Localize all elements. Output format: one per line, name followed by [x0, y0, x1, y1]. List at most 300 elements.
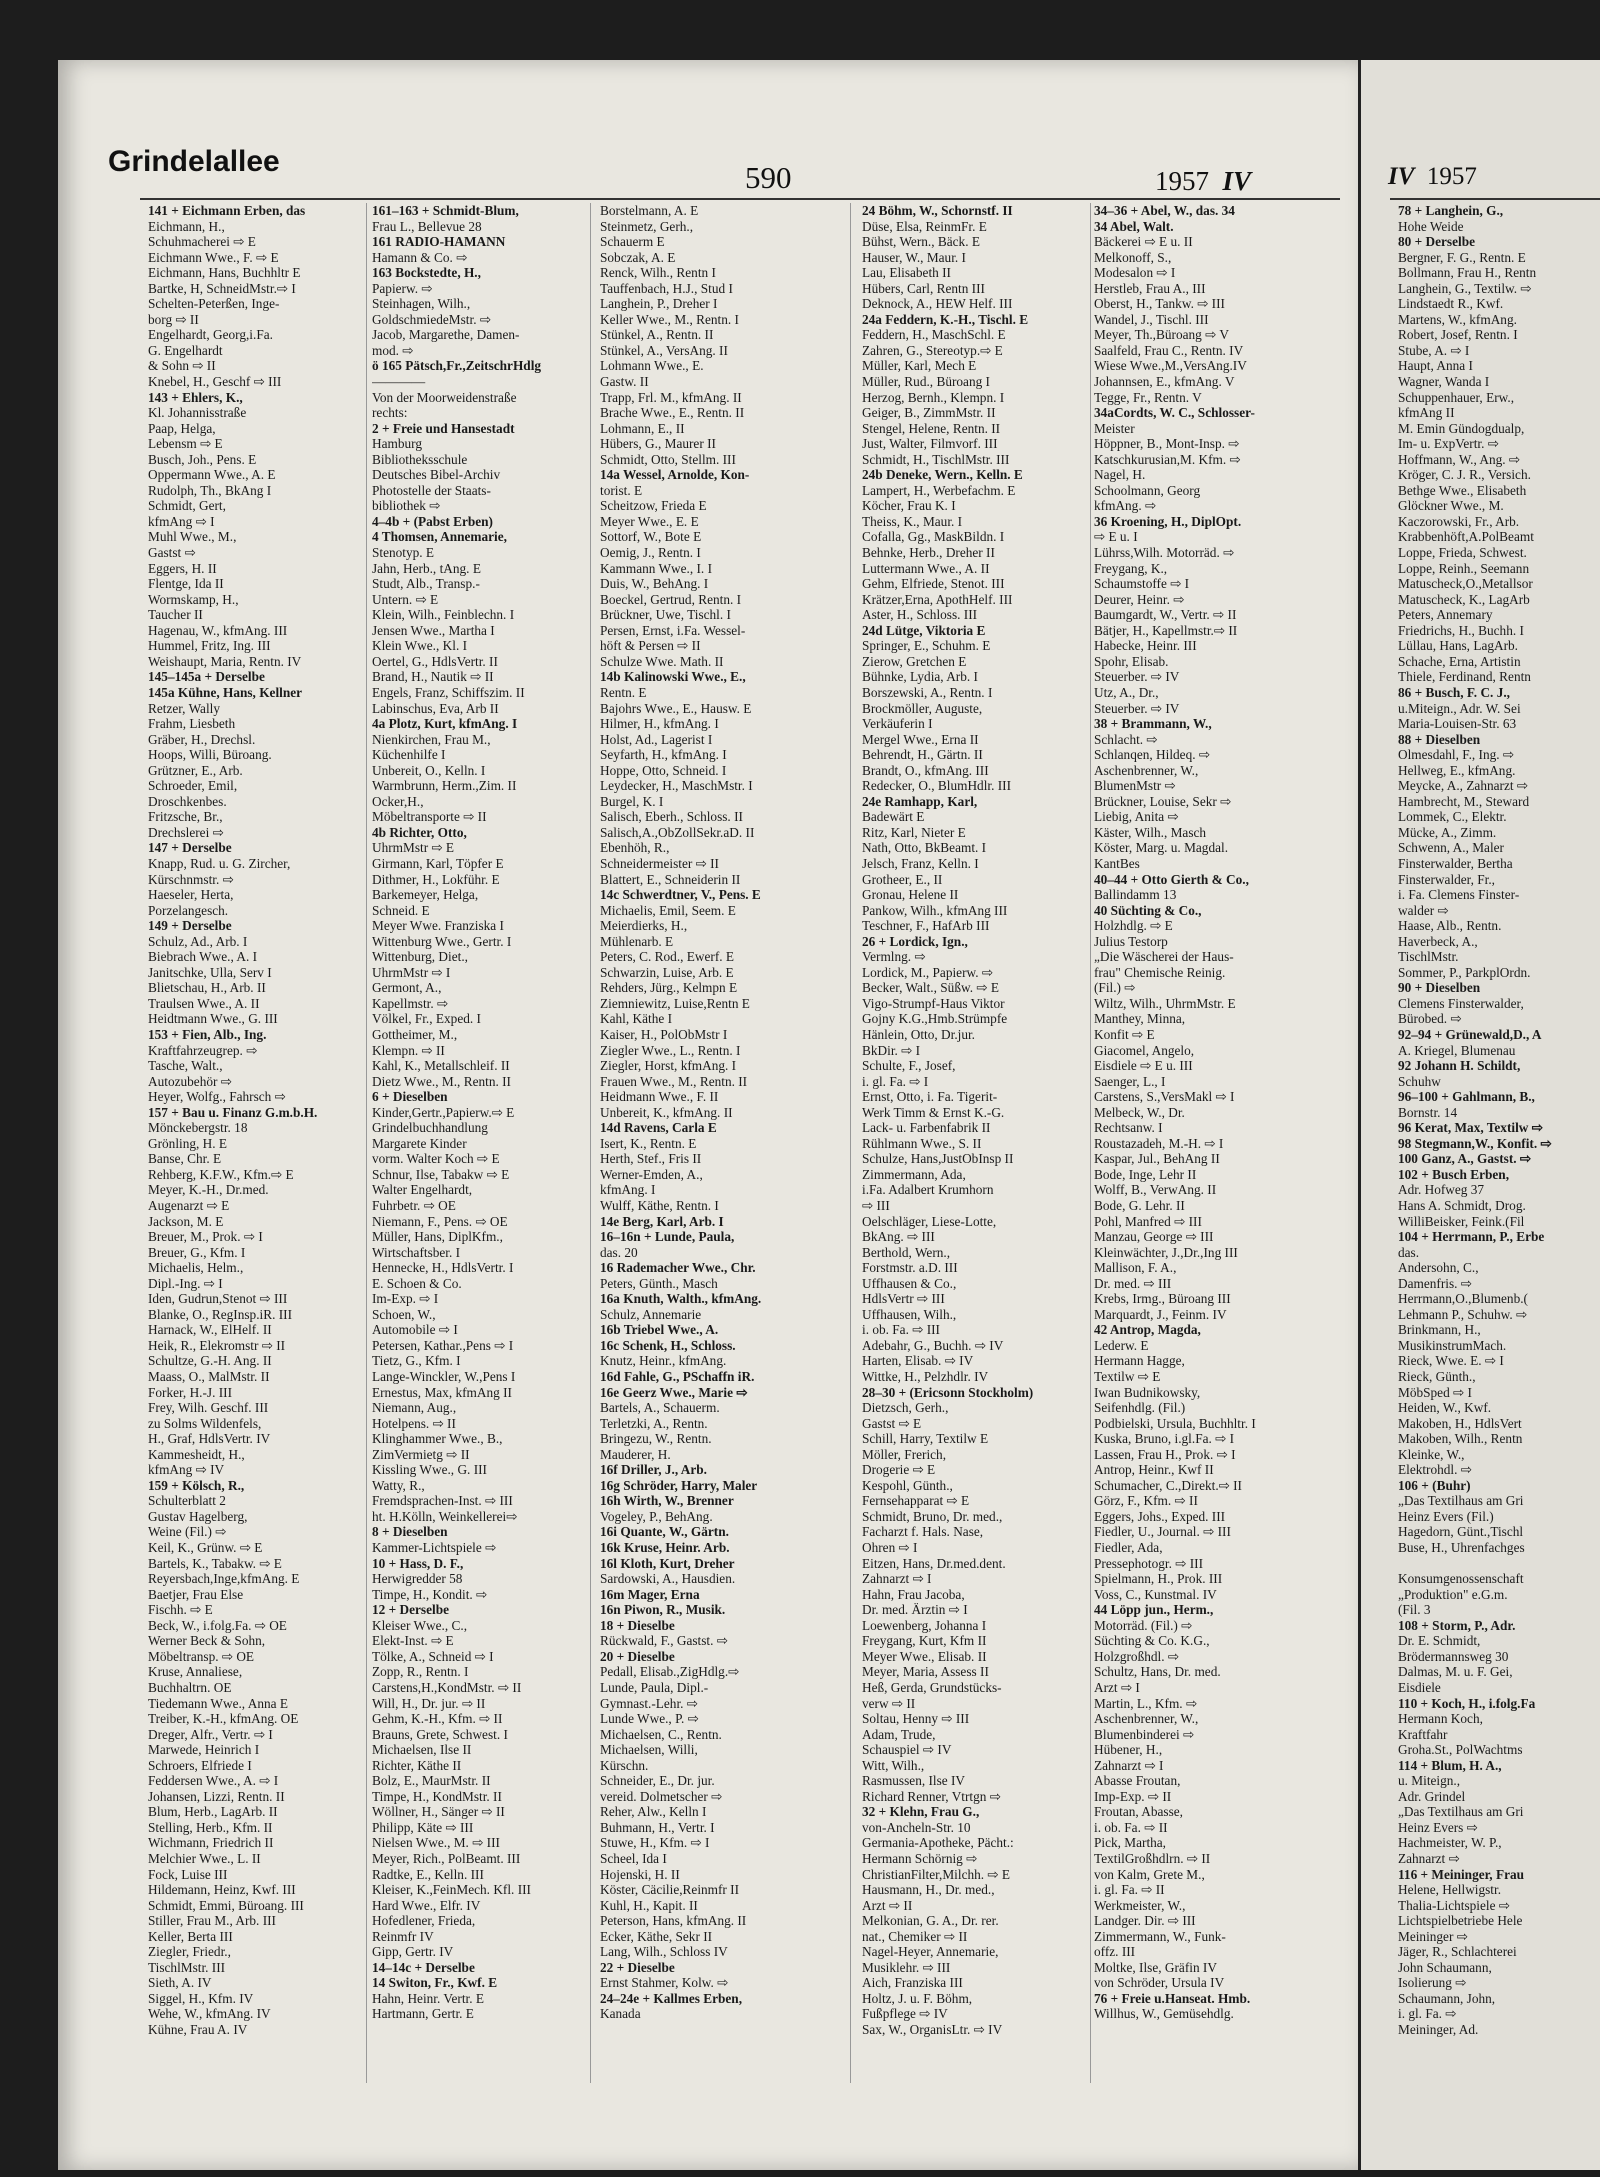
directory-entry-line: 14a Wessel, Arnolde, Kon- — [600, 467, 750, 483]
column-divider — [1090, 203, 1091, 2083]
directory-entry-line: Müller, Hans, DiplKfm., — [372, 1229, 503, 1245]
directory-entry-line: Maria-Louisen-Str. 63 — [1398, 716, 1517, 732]
directory-entry-line: walder ⇨ — [1398, 902, 1449, 918]
directory-entry-line: 16a Knuth, Walth., kfmAng. — [600, 1291, 762, 1307]
directory-entry-line: Kammann Wwe., I. I — [600, 560, 713, 576]
directory-entry-line: Lichtspielbetriebe Hele — [1398, 1913, 1523, 1929]
directory-entry-line: Hübers, Carl, Rentn III — [862, 280, 985, 296]
directory-entry-line: Knutz, Heinr., kfmAng. — [600, 1353, 727, 1369]
directory-entry-line: Abasse Froutan, — [1094, 1773, 1181, 1789]
directory-entry-line: GoldschmiedeMstr. ⇨ — [372, 311, 491, 327]
directory-entry-line: Antrop, Heinr., Kwf II — [1094, 1462, 1214, 1478]
directory-entry-line: Fußpflege ⇨ IV — [862, 2006, 948, 2022]
directory-entry-line: Saalfeld, Frau C., Rentn. IV — [1094, 342, 1244, 358]
directory-entry-line: Süchting & Co. K.G., — [1094, 1633, 1210, 1649]
directory-entry-line: Gräber, H., Drechsl. — [148, 731, 256, 747]
directory-entry-line: Knebel, H., Geschf ⇨ III — [148, 374, 282, 390]
directory-entry-line: Schumacher, C.,Direkt.⇨ II — [1094, 1477, 1242, 1493]
directory-entry-line: Eisdiele — [1398, 1679, 1441, 1695]
directory-entry-line: Forker, H.-J. III — [148, 1384, 233, 1400]
directory-entry-line: kfmAng ⇨ I — [148, 513, 215, 529]
directory-entry-line: Schmidt, Otto, Stellm. III — [600, 451, 736, 467]
directory-entry-line: Rudolph, Th., BkAng I — [148, 482, 272, 498]
directory-entry-line: 145a Kühne, Hans, Kellner — [148, 684, 303, 700]
directory-entry-line: Meyer, Maria, Assess II — [862, 1664, 989, 1680]
directory-entry-line: Aster, H., Schloss. III — [862, 607, 978, 623]
directory-entry-line: 24d Lütge, Viktoria E — [862, 622, 986, 638]
directory-entry-line: Krätzer,Erna, ApothHelf. III — [862, 591, 1013, 607]
directory-entry-line: Schulze, Hans,JustObInsp II — [862, 1151, 1014, 1167]
directory-entry-line: „Das Textilhaus am Gri — [1398, 1804, 1524, 1820]
directory-entry-line: Meyer, Rich., PolBeamt. III — [372, 1850, 521, 1866]
directory-entry-line: Rentn. E — [600, 684, 647, 700]
directory-entry-line: Olmesdahl, F., Ing. ⇨ — [1398, 747, 1515, 763]
directory-entry-line: 16n Piwon, R., Musik. — [600, 1602, 726, 1618]
directory-entry-line: Kleinke, W., — [1398, 1446, 1465, 1462]
directory-entry-line: Voss, C., Kunstmal. IV — [1094, 1586, 1217, 1602]
directory-entry-line: Zopp, R., Rentn. I — [372, 1664, 469, 1680]
directory-entry-line: i. ob. Fa. ⇨ II — [1094, 1819, 1168, 1835]
directory-entry-line: Frau L., Bellevue 28 — [372, 218, 482, 234]
directory-entry-line: Katschkurusian,M. Kfm. ⇨ — [1094, 451, 1241, 467]
directory-entry-line: Utz, A., Dr., — [1094, 684, 1159, 700]
directory-entry-line: Wichmann, Friedrich II — [148, 1835, 274, 1851]
directory-entry-line: Augenarzt ⇨ E — [148, 1198, 230, 1213]
directory-entry-line: Badewärt E — [862, 809, 925, 825]
directory-entry-line: Zimmermann, W., Funk- — [1094, 1928, 1226, 1944]
directory-entry-line: Herwigredder 58 — [372, 1571, 463, 1587]
directory-entry-line: Gastst ⇨ — [148, 545, 196, 561]
directory-entry-line: Klein, Wilh., Feinblechn. I — [372, 607, 515, 623]
directory-entry-line: Eichmann Wwe., F. ⇨ E — [148, 249, 279, 265]
directory-entry-line: Vogeley, P., BehAng. — [600, 1508, 713, 1524]
directory-entry-line: 16k Kruse, Heinr. Arb. — [600, 1540, 730, 1556]
directory-entry-line: Uffhausen, Wilh., — [862, 1306, 957, 1322]
directory-entry-line: Schroers, Elfriede I — [148, 1757, 252, 1773]
directory-entry-line: 40 Süchting & Co., — [1094, 902, 1202, 918]
directory-entry-line: Stenotyp. E — [372, 545, 435, 561]
directory-entry-line: Kanada — [600, 2006, 641, 2022]
directory-entry-line: Wormskamp, H., — [148, 591, 239, 607]
directory-entry-line: Zahnarzt ⇨ I — [862, 1571, 932, 1587]
directory-entry-line: Blanke, O., RegInsp.iR. III — [148, 1306, 293, 1322]
directory-entry-line: Hildemann, Heinz, Kwf. III — [148, 1882, 296, 1898]
directory-entry-line: Carstens, S.,VersMakl ⇨ I — [1094, 1089, 1235, 1105]
directory-entry-line: Untern. ⇨ E — [372, 591, 439, 607]
directory-entry-line: Deutsches Bibel-Archiv — [372, 467, 501, 483]
directory-column-4 — [862, 203, 1082, 2038]
directory-entry-line: Niemann, F., Pens. ⇨ OE — [372, 1213, 508, 1229]
directory-entry-line: 42 Antrop, Magda, — [1094, 1322, 1201, 1338]
directory-entry-line: Stube, A. ⇨ I — [1398, 342, 1470, 358]
directory-entry-line: Lohmann Wwe., E. — [600, 358, 704, 374]
directory-entry-line: Hermann Hagge, — [1094, 1353, 1185, 1369]
directory-entry-line: Germania-Apotheke, Pächt.: — [862, 1835, 1014, 1851]
directory-entry-line: Sardowski, A., Hausdien. — [600, 1571, 736, 1587]
directory-entry-line: Sommer, P., ParkplOrdn. — [1398, 964, 1531, 980]
directory-entry-line: ⇨ III — [862, 1198, 890, 1213]
directory-entry-line: Herzog, Bernh., Klempn. I — [862, 389, 1005, 405]
directory-entry-line: Hohe Weide — [1398, 218, 1464, 234]
directory-entry-line: Lassen, Frau H., Prok. ⇨ I — [1094, 1446, 1236, 1462]
directory-entry-line: Hermann Koch, — [1398, 1711, 1483, 1727]
directory-entry-line: Freygang, Kurt, Kfm II — [862, 1633, 987, 1649]
directory-entry-line: Stiller, Frau M., Arb. III — [148, 1913, 276, 1929]
directory-entry-line: Forstmstr. a.D. III — [862, 1260, 958, 1276]
directory-entry-line: Werk Timm & Ernst K.-G. — [862, 1104, 1005, 1120]
directory-entry-line: Loewenberg, Johanna I — [862, 1617, 987, 1633]
directory-entry-line: Manthey, Minna, — [1094, 1011, 1186, 1027]
directory-entry-line: Keller, Berta III — [148, 1928, 233, 1944]
directory-entry-line: „Produktion" e.G.m. — [1398, 1586, 1508, 1602]
directory-entry-line: Lang, Wilh., Schloss IV — [600, 1944, 728, 1960]
directory-entry-line: Werner Beck & Sohn, — [148, 1633, 266, 1649]
volume-right: IV — [1388, 163, 1415, 190]
directory-entry-line: Giacomel, Angelo, — [1094, 1042, 1195, 1058]
directory-entry-line: 26 + Lordick, Ign., — [862, 933, 968, 949]
directory-entry-line: 110 + Koch, H., i.folg.Fa — [1398, 1695, 1536, 1711]
directory-entry-line: Grönling, H. E — [148, 1135, 228, 1151]
directory-entry-line: Lunde Wwe., P. ⇨ — [600, 1711, 699, 1727]
directory-entry-line: 18 + Dieselbe — [600, 1617, 675, 1633]
directory-entry-line: 96 Kerat, Max, Textilw ⇨ — [1398, 1120, 1543, 1136]
directory-entry-line: Feddersen Wwe., A. ⇨ I — [148, 1773, 279, 1789]
directory-entry-line: Hoops, Willi, Büroang. — [148, 747, 272, 763]
directory-entry-line: Heidmann Wwe., F. II — [600, 1089, 719, 1105]
directory-entry-line: Mergel Wwe., Erna II — [862, 731, 979, 747]
directory-entry-line: Studt, Alb., Transp.- — [372, 576, 480, 592]
directory-entry-line: Scheel, Ida I — [600, 1850, 667, 1866]
directory-entry-line: Buse, H., Uhrenfachges — [1398, 1540, 1525, 1556]
directory-entry-line: Ocker,H., — [372, 793, 424, 809]
directory-entry-line: Steuerber. ⇨ IV — [1094, 700, 1180, 716]
directory-entry-line: Blumenbinderei ⇨ — [1094, 1726, 1195, 1742]
directory-entry-line: Isolierung ⇨ — [1398, 1975, 1467, 1991]
directory-entry-line: Möbeltransporte ⇨ II — [372, 809, 487, 825]
directory-entry-line: Kröger, C. J. R., Versich. — [1398, 467, 1531, 483]
directory-column-5 — [1094, 203, 1314, 2022]
directory-entry-line: Blattert, E., Schneiderin II — [600, 871, 741, 887]
directory-entry-line: Meyer, K.-H., Dr.med. — [148, 1182, 269, 1198]
header-rule-right — [1390, 198, 1600, 200]
directory-entry-line: das. 20 — [600, 1244, 638, 1260]
directory-entry-line: Hummel, Fritz, Ing. III — [148, 638, 271, 654]
directory-entry-line: Oelschläger, Liese-Lotte, — [862, 1213, 997, 1229]
directory-entry-line: Steinhagen, Wilh., — [372, 296, 471, 312]
directory-entry-line: Deknock, A., HEW Helf. III — [862, 296, 1013, 312]
directory-entry-line: Bode, G. Lehr. II — [1094, 1198, 1185, 1213]
directory-entry-line: Trapp, Frl. M., kfmAng. II — [600, 389, 742, 405]
directory-entry-line: Schwenn, A., Maler — [1398, 840, 1504, 856]
directory-entry-line: Holzgroßhdl. ⇨ — [1094, 1648, 1180, 1664]
directory-entry-line: Haupt, Anna I — [1398, 358, 1473, 374]
directory-entry-line: Ballindamm 13 — [1094, 887, 1177, 903]
directory-entry-line: Teschner, F., HafArb III — [862, 918, 990, 934]
directory-entry-line: Lampert, H., Werbefachm. E — [862, 482, 1016, 498]
directory-entry-line: Möbeltransp. ⇨ OE — [148, 1648, 255, 1664]
header-rule — [140, 198, 1340, 200]
directory-entry-line: Krabbenhöft,A.PolBeamt — [1398, 529, 1534, 545]
directory-entry-line: Adr. Hofweg 37 — [1398, 1182, 1485, 1198]
directory-entry-line: 157 + Bau u. Finanz G.m.b.H. — [148, 1104, 318, 1120]
directory-entry-line: Taucher II — [148, 607, 203, 623]
directory-entry-line: Dr. E. Schmidt, — [1398, 1633, 1481, 1649]
directory-entry-line: Hamburg — [372, 436, 422, 452]
directory-entry-line: John Schaumann, — [1398, 1959, 1492, 1975]
directory-entry-line: Peterson, Hans, kfmAng. II — [600, 1913, 747, 1929]
directory-entry-line: Bibliotheksschule — [372, 451, 468, 467]
directory-entry-line: Langhein, P., Dreher I — [600, 296, 718, 312]
directory-entry-line: Kaczorowski, Fr., Arb. — [1398, 513, 1520, 529]
directory-entry-line: Rühlmann Wwe., S. II — [862, 1135, 982, 1151]
directory-entry-line: G. Engelhardt — [148, 342, 223, 358]
directory-entry-line: Frey, Wilh. Geschf. III — [148, 1400, 269, 1416]
directory-entry-line: Cofalla, Gg., MaskBildn. I — [862, 529, 1005, 545]
directory-entry-line: Wandel, J., Tischl. III — [1094, 311, 1209, 327]
directory-entry-line: Borstelmann, A. E — [600, 203, 699, 218]
directory-entry-line: Saenger, L., I — [1094, 1073, 1166, 1089]
directory-entry-line: Engels, Franz, Schiffszim. II — [372, 684, 525, 700]
directory-entry-line: Lange-Winckler, W.,Pens I — [372, 1369, 516, 1385]
directory-entry-line: Pohl, Manfred ⇨ III — [1094, 1213, 1202, 1229]
directory-entry-line: Dalmas, M. u. F. Gei, — [1398, 1664, 1513, 1680]
directory-entry-line: Herstleb, Frau A., III — [1094, 280, 1206, 296]
directory-entry-line: Rückwald, F., Gastst. ⇨ — [600, 1633, 728, 1649]
directory-entry-line: Mallison, F. A., — [1094, 1260, 1177, 1276]
directory-entry-line: Musiklehr. ⇨ III — [862, 1959, 951, 1975]
directory-entry-line: Wolff, B., VerwAng. II — [1094, 1182, 1217, 1198]
directory-entry-line: Kespohl, Günth., — [862, 1477, 953, 1493]
directory-entry-line: Drogerie ⇨ E — [862, 1462, 936, 1478]
directory-entry-line: Modesalon ⇨ I — [1094, 265, 1176, 281]
directory-entry-line: Autozubehör ⇨ — [148, 1073, 232, 1089]
directory-entry-line: bibliothek ⇨ — [372, 498, 441, 514]
directory-entry-line: Hofedlener, Frieda, — [372, 1913, 476, 1929]
directory-entry-line: Siggel, H., Kfm. IV — [148, 1990, 254, 2006]
directory-entry-line: Bornstr. 14 — [1398, 1104, 1458, 1120]
directory-entry-line: Papierw. ⇨ — [372, 280, 433, 296]
directory-entry-line: Wehe, W., kfmAng. IV — [148, 2006, 271, 2022]
directory-entry-line: ⇨ E u. I — [1094, 529, 1138, 545]
directory-entry-line: Bergner, F. G., Rentn. E — [1398, 249, 1526, 265]
directory-entry-line: Gronau, Helene II — [862, 887, 959, 903]
directory-entry-line: 161 RADIO-HAMANN — [372, 234, 506, 250]
directory-entry-line: Berthold, Wern., — [862, 1244, 951, 1260]
directory-entry-line: Kammesheidt, H., — [148, 1446, 245, 1462]
directory-entry-line: Brache Wwe., E., Rentn. II — [600, 405, 745, 421]
directory-entry-line: Schoolmann, Georg — [1094, 482, 1201, 498]
directory-entry-line: Düse, Elsa, ReinmFr. E — [862, 218, 987, 234]
directory-entry-line: KantBes — [1094, 855, 1140, 871]
directory-entry-line: 28–30 + (Ericsonn Stockholm) — [862, 1384, 1034, 1400]
column-divider — [366, 203, 367, 2083]
directory-entry-line: Im- u. ExpVertr. ⇨ — [1398, 436, 1499, 452]
directory-entry-line: Arzt ⇨ I — [1094, 1679, 1140, 1695]
directory-entry-line: 16m Mager, Erna — [600, 1586, 700, 1602]
directory-entry-line: Just, Walter, Filmvorf. III — [862, 436, 998, 452]
directory-entry-line: Wagner, Wanda I — [1398, 374, 1490, 390]
directory-entry-line: 92 Johann H. Schildt, — [1398, 1058, 1521, 1074]
directory-entry-line: Keil, K., Grünw. ⇨ E — [148, 1540, 263, 1556]
directory-entry-line: Hauser, W., Maur. I — [862, 249, 966, 265]
directory-entry-line: verw ⇨ II — [862, 1695, 916, 1711]
directory-entry-line: Jensen Wwe., Martha I — [372, 622, 495, 638]
directory-entry-line: Becker, Walt., Süßw. ⇨ E — [862, 980, 999, 996]
directory-entry-line: Meycke, A., Zahnarzt ⇨ — [1398, 778, 1529, 794]
directory-entry-line: Schmidt, H., TischlMstr. III — [862, 451, 1010, 467]
directory-entry-line: Janitschke, Ulla, Serv I — [148, 964, 272, 980]
directory-entry-line: 16f Driller, J., Arb. — [600, 1462, 707, 1478]
directory-entry-line: Renck, Wilh., Rentn I — [600, 265, 716, 281]
directory-entry-line: Schneider, E., Dr. jur. — [600, 1773, 715, 1789]
directory-entry-line: 100 Ganz, A., Gastst. ⇨ — [1398, 1151, 1532, 1167]
directory-entry-line: Ernst Stahmer, Kolw. ⇨ — [600, 1975, 729, 1991]
directory-entry-line: Hermann Schörnig ⇨ — [862, 1850, 978, 1866]
directory-entry-line: 104 + Herrmann, P., Erbe — [1398, 1229, 1545, 1245]
page-year-volume-right — [1388, 163, 1477, 191]
directory-entry-line: Martin, L., Kfm. ⇨ — [1094, 1695, 1198, 1711]
directory-entry-line: Kuhl, H., Kapit. II — [600, 1897, 698, 1913]
directory-entry-line: 22 + Dieselbe — [600, 1959, 675, 1975]
directory-entry-line: mod. ⇨ — [372, 342, 414, 358]
directory-entry-line: Martens, W., kfmAng. — [1398, 311, 1517, 327]
directory-entry-line: Hübers, G., Maurer II — [600, 436, 716, 452]
directory-entry-line: 40–44 + Otto Gierth & Co., — [1094, 871, 1249, 887]
directory-entry-line: i. ob. Fa. ⇨ III — [862, 1322, 940, 1338]
directory-entry-line: 34–36 + Abel, W., das. 34 — [1094, 203, 1235, 218]
directory-entry-line: 16g Schröder, Harry, Maler — [600, 1477, 758, 1493]
directory-entry-line: Lüllau, Hans, LagArb. — [1398, 638, 1519, 654]
directory-entry-line: 14c Schwerdtner, V., Pens. E — [600, 887, 761, 903]
directory-entry-line: vereid. Dolmetscher ⇨ — [600, 1788, 723, 1804]
directory-entry-line: Krebs, Irmg., Büroang III — [1094, 1291, 1231, 1307]
directory-entry-line: Marquardt, J., Feinm. IV — [1094, 1306, 1227, 1322]
directory-entry-line: i. Fa. Clemens Finster- — [1398, 887, 1520, 903]
directory-entry-line: Frauen Wwe., M., Rentn. II — [600, 1073, 748, 1089]
directory-entry-line: Heidtmann Wwe., G. III — [148, 1011, 278, 1027]
directory-entry-line: Ecker, Käthe, Sekr II — [600, 1928, 713, 1944]
directory-entry-line: Habecke, Heinr. III — [1094, 638, 1197, 654]
directory-entry-line: Schneidermeister ⇨ II — [600, 855, 719, 871]
directory-entry-line: Timpe, H., Kondit. ⇨ — [372, 1586, 488, 1602]
directory-entry-line: Wiese Wwe.,M.,VersAng.IV — [1094, 358, 1247, 374]
directory-entry-line: 98 Stegmann,W., Konfit. ⇨ — [1398, 1135, 1552, 1151]
directory-entry-line: Mühlenarb. E — [600, 933, 674, 949]
directory-entry-line: Rasmussen, Ilse IV — [862, 1773, 966, 1789]
directory-entry-line: Tegge, Fr., Rentn. V — [1094, 389, 1202, 405]
directory-entry-line: Jäger, R., Schlachterei — [1398, 1944, 1517, 1960]
directory-entry-line: Schoen, W., — [372, 1306, 436, 1322]
directory-entry-line: MusikinstrumMach. — [1398, 1337, 1507, 1353]
directory-entry-line: Vigo-Strumpf-Haus Viktor — [862, 995, 1005, 1011]
directory-entry-line: Buchhaltrn. OE — [148, 1679, 232, 1695]
directory-entry-line: Kapellmstr. ⇨ — [372, 995, 449, 1011]
directory-entry-line: Gottheimer, M., — [372, 1026, 458, 1042]
directory-entry-line: Hahn, Frau Jacoba, — [862, 1586, 965, 1602]
directory-entry-line: Verkäuferin I — [862, 716, 933, 732]
directory-entry-line: Hoffmann, W., Ang. ⇨ — [1398, 451, 1521, 467]
directory-entry-line: ht. H.Kölln, Weinkellerei⇨ — [372, 1508, 518, 1524]
directory-entry-line: Flentge, Ida II — [148, 576, 224, 592]
directory-entry-line: Glöckner Wwe., M. — [1398, 498, 1504, 514]
directory-entry-line: (Fil. 3 — [1398, 1602, 1431, 1618]
directory-entry-line: Rehberg, K.F.W., Kfm.⇨ E — [148, 1166, 294, 1182]
directory-entry-line: Stelling, Herb., Kfm. II — [148, 1819, 273, 1835]
directory-entry-line: Bühnke, Lydia, Arb. I — [862, 669, 978, 685]
directory-entry-line: Gustav Hagelberg, — [148, 1508, 248, 1524]
directory-entry-line: Werkmeister, W., — [1094, 1897, 1186, 1913]
directory-entry-line: Kahl, Käthe I — [600, 1011, 672, 1027]
directory-entry-line: 92–94 + Grünewald,D., A — [1398, 1026, 1542, 1042]
directory-entry-line: Muhl Wwe., M., — [148, 529, 237, 545]
directory-entry-line: Wulff, Käthe, Rentn. I — [600, 1198, 719, 1213]
directory-entry-line: Ernst, Otto, i. Fa. Tigerit- — [862, 1089, 998, 1105]
directory-entry-line: 4a Plotz, Kurt, kfmAng. I — [372, 716, 518, 732]
directory-entry-line: Kleiser Wwe., C., — [372, 1617, 468, 1633]
directory-entry-line: Ziemniewitz, Luise,Rentn E — [600, 995, 750, 1011]
directory-entry-line: 86 + Busch, F. C. J., — [1398, 684, 1511, 700]
directory-entry-line: Nielsen Wwe., M. ⇨ III — [372, 1835, 500, 1851]
directory-entry-line: Landger. Dir. ⇨ III — [1094, 1913, 1196, 1929]
directory-entry-line: Lack- u. Farbenfabrik II — [862, 1120, 991, 1136]
directory-entry-line: Schauerm E — [600, 234, 665, 250]
directory-entry-line: Tasche, Walt., — [148, 1058, 223, 1074]
directory-entry-line: Heik, R., Elekromstr ⇨ II — [148, 1337, 286, 1353]
directory-entry-line: Seifenhdlg. (Fil.) — [1094, 1400, 1186, 1416]
directory-entry-line: Ohren ⇨ I — [862, 1540, 918, 1556]
directory-entry-line: WilliBeisker, Feink.(Fil — [1398, 1213, 1525, 1229]
directory-entry-line: 6 + Dieselben — [372, 1089, 448, 1105]
directory-entry-line: Klempn. ⇨ II — [372, 1042, 445, 1058]
directory-entry-line: Dietzsch, Gerh., — [862, 1400, 949, 1416]
directory-entry-line: Köster, Marg. u. Magdal. — [1094, 840, 1229, 856]
directory-entry-line: Traulsen Wwe., A. II — [148, 995, 260, 1011]
directory-entry-line: Busch, Joh., Pens. E — [148, 451, 257, 467]
directory-entry-line: Vermlng. ⇨ — [862, 949, 926, 965]
directory-entry-line: Kürschnmstr. ⇨ — [148, 871, 234, 887]
directory-entry-line — [1398, 1556, 1600, 1572]
directory-entry-line: u.Miteign., Adr. W. Sei — [1398, 700, 1521, 716]
directory-entry-line: Buhmann, H., Vertr. I — [600, 1819, 715, 1835]
directory-entry-line: 145–145a + Derselbe — [148, 669, 265, 685]
directory-entry-line: Roustazadeh, M.-H. ⇨ I — [1094, 1135, 1224, 1151]
directory-entry-line: Schultz, Hans, Dr. med. — [1094, 1664, 1221, 1680]
directory-entry-line: 14d Ravens, Carla E — [600, 1120, 717, 1136]
directory-entry-line: Gipp, Gertr. IV — [372, 1944, 454, 1960]
directory-entry-line: Lohmann, E., II — [600, 420, 685, 436]
directory-entry-line: 161–163 + Schmidt-Blum, — [372, 203, 519, 218]
directory-entry-line: Kaiser, H., PolObMstr I — [600, 1026, 728, 1042]
directory-entry-line: Heß, Gerda, Grundstücks- — [862, 1679, 1002, 1695]
directory-entry-line: Harten, Elisab. ⇨ IV — [862, 1353, 974, 1369]
directory-entry-line: 32 + Klehn, Frau G., — [862, 1804, 980, 1820]
directory-entry-line: Herth, Stef., Fris II — [600, 1151, 702, 1167]
directory-entry-line: Steuerber. ⇨ IV — [1094, 669, 1180, 685]
directory-entry-line: Zimmermann, Ada, — [862, 1166, 966, 1182]
directory-entry-line: Geiger, B., ZimmMstr. II — [862, 405, 996, 421]
directory-entry-line: Fock, Luise III — [148, 1866, 228, 1882]
directory-entry-line: Stengel, Helene, Rentn. II — [862, 420, 1001, 436]
directory-entry-line: Lebensm ⇨ E — [148, 436, 223, 452]
directory-entry-line: Carstens,H.,KondMstr. ⇨ II — [372, 1679, 522, 1695]
directory-entry-line: H., Graf, HdlsVertr. IV — [148, 1431, 271, 1447]
directory-entry-line: Will, H., Dr. jur. ⇨ II — [372, 1695, 486, 1711]
directory-entry-line: Droschkenbes. — [148, 793, 227, 809]
directory-entry-line: 76 + Freie u.Hanseat. Hmb. — [1094, 1990, 1251, 2006]
directory-entry-line: Haase, Alb., Rentn. — [1398, 918, 1502, 934]
directory-entry-line: Meyer Wwe., Elisab. II — [862, 1648, 987, 1664]
directory-entry-line: Matuscheck,O.,Metallsor — [1398, 576, 1533, 592]
